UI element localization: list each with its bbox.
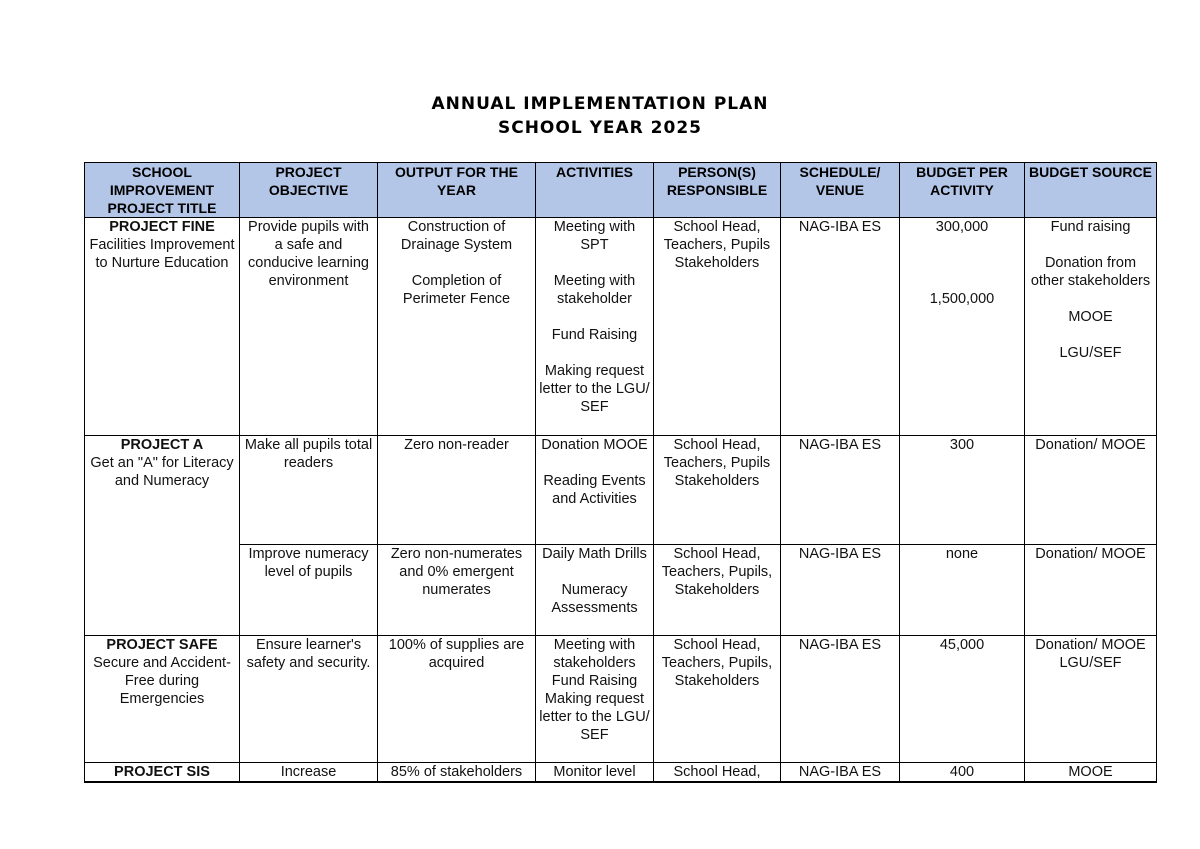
budget-cell: none [900, 545, 1025, 636]
persons-cell: School Head, Teachers, Pupils Stakeholders [654, 218, 781, 436]
objective-cell: Make all pupils total readers [240, 436, 378, 545]
project-code: PROJECT SIS [114, 764, 210, 780]
budget-source-cell: Donation/ MOOE LGU/SEF [1025, 636, 1157, 763]
project-title-cell [85, 636, 240, 763]
project-code: PROJECT FINE [109, 219, 215, 235]
venue-cell: NAG-IBA ES [781, 436, 900, 545]
budget-cell: 400 [900, 763, 1025, 783]
project-code: PROJECT SAFE [106, 637, 218, 653]
objective-cell: Provide pupils with a safe and conducive learning environment [240, 218, 378, 436]
output-cell: Zero non-numerates and 0% emergent numerates [378, 545, 536, 636]
table-row [85, 218, 1157, 436]
objective-cell: Improve numeracy level of pupils [240, 545, 378, 636]
venue-cell: NAG-IBA ES [781, 763, 900, 783]
venue-cell: NAG-IBA ES [781, 636, 900, 763]
objective-cell: Ensure learner's safety and security. [240, 636, 378, 763]
implementation-plan-table [84, 162, 1157, 783]
header-project-title: SCHOOL IMPROVEMENT PROJECT TITLE [85, 163, 240, 218]
venue-cell: NAG-IBA ES [781, 545, 900, 636]
budget-source-cell: Fund raising Donation from other stakeholders MOOE LGU/SEF [1025, 218, 1157, 436]
objective-cell: Increase [240, 763, 378, 783]
budget-source-cell: Donation/ MOOE [1025, 545, 1157, 636]
header-persons: PERSON(S) RESPONSIBLE [654, 163, 781, 218]
project-title-cell [85, 763, 240, 783]
activities-cell: Meeting with SPT Meeting with stakeholder Fund Raising Making request letter to the LGU/ SEF [536, 218, 654, 436]
project-name: Facilities Improvement to Nurture Education [89, 237, 235, 271]
budget-cell: 300,000 1,500,000 [900, 218, 1025, 436]
table-header-row [85, 163, 1157, 218]
project-title-cell [85, 218, 240, 436]
document-title [0, 92, 1200, 140]
persons-cell: School Head, Teachers, Pupils Stakeholders [654, 436, 781, 545]
activities-cell: Donation MOOE Reading Events and Activities [536, 436, 654, 545]
header-project-objective: PROJECT OBJECTIVE [240, 163, 378, 218]
persons-cell: School Head, [654, 763, 781, 783]
header-budget-source: BUDGET SOURCE [1025, 163, 1157, 218]
table-row [85, 636, 1157, 763]
budget-cell: 45,000 [900, 636, 1025, 763]
activities-cell: Meeting with stakeholders Fund Raising Making request letter to the LGU/ SEF [536, 636, 654, 763]
output-cell: 85% of stakeholders [378, 763, 536, 783]
table-row [85, 436, 1157, 545]
output-cell: Construction of Drainage System Completion of Perimeter Fence [378, 218, 536, 436]
project-name: Secure and Accident-Free during Emergencies [93, 655, 231, 707]
header-budget: BUDGET PER ACTIVITY [900, 163, 1025, 218]
persons-cell: School Head, Teachers, Pupils, Stakeholders [654, 636, 781, 763]
table-row [85, 763, 1157, 783]
activities-cell: Monitor level [536, 763, 654, 783]
output-cell: 100% of supplies are acquired [378, 636, 536, 763]
project-code: PROJECT A [120, 437, 204, 453]
activities-cell: Daily Math Drills Numeracy Assessments [536, 545, 654, 636]
title-line-1: ANNUAL IMPLEMENTATION PLAN [431, 94, 769, 114]
header-activities: ACTIVITIES [536, 163, 654, 218]
header-output: OUTPUT FOR THE YEAR [378, 163, 536, 218]
budget-cell: 300 [900, 436, 1025, 545]
budget-source-cell: MOOE [1025, 763, 1157, 783]
output-cell: Zero non-reader [378, 436, 536, 545]
venue-cell: NAG-IBA ES [781, 218, 900, 436]
title-line-2: SCHOOL YEAR 2025 [497, 118, 702, 138]
persons-cell: School Head, Teachers, Pupils, Stakeholders [654, 545, 781, 636]
project-name: Get an "A" for Literacy and Numeracy [90, 455, 234, 489]
table-row [85, 545, 1157, 636]
project-title-cell [85, 436, 240, 636]
budget-source-cell: Donation/ MOOE [1025, 436, 1157, 545]
header-schedule: SCHEDULE/ VENUE [781, 163, 900, 218]
